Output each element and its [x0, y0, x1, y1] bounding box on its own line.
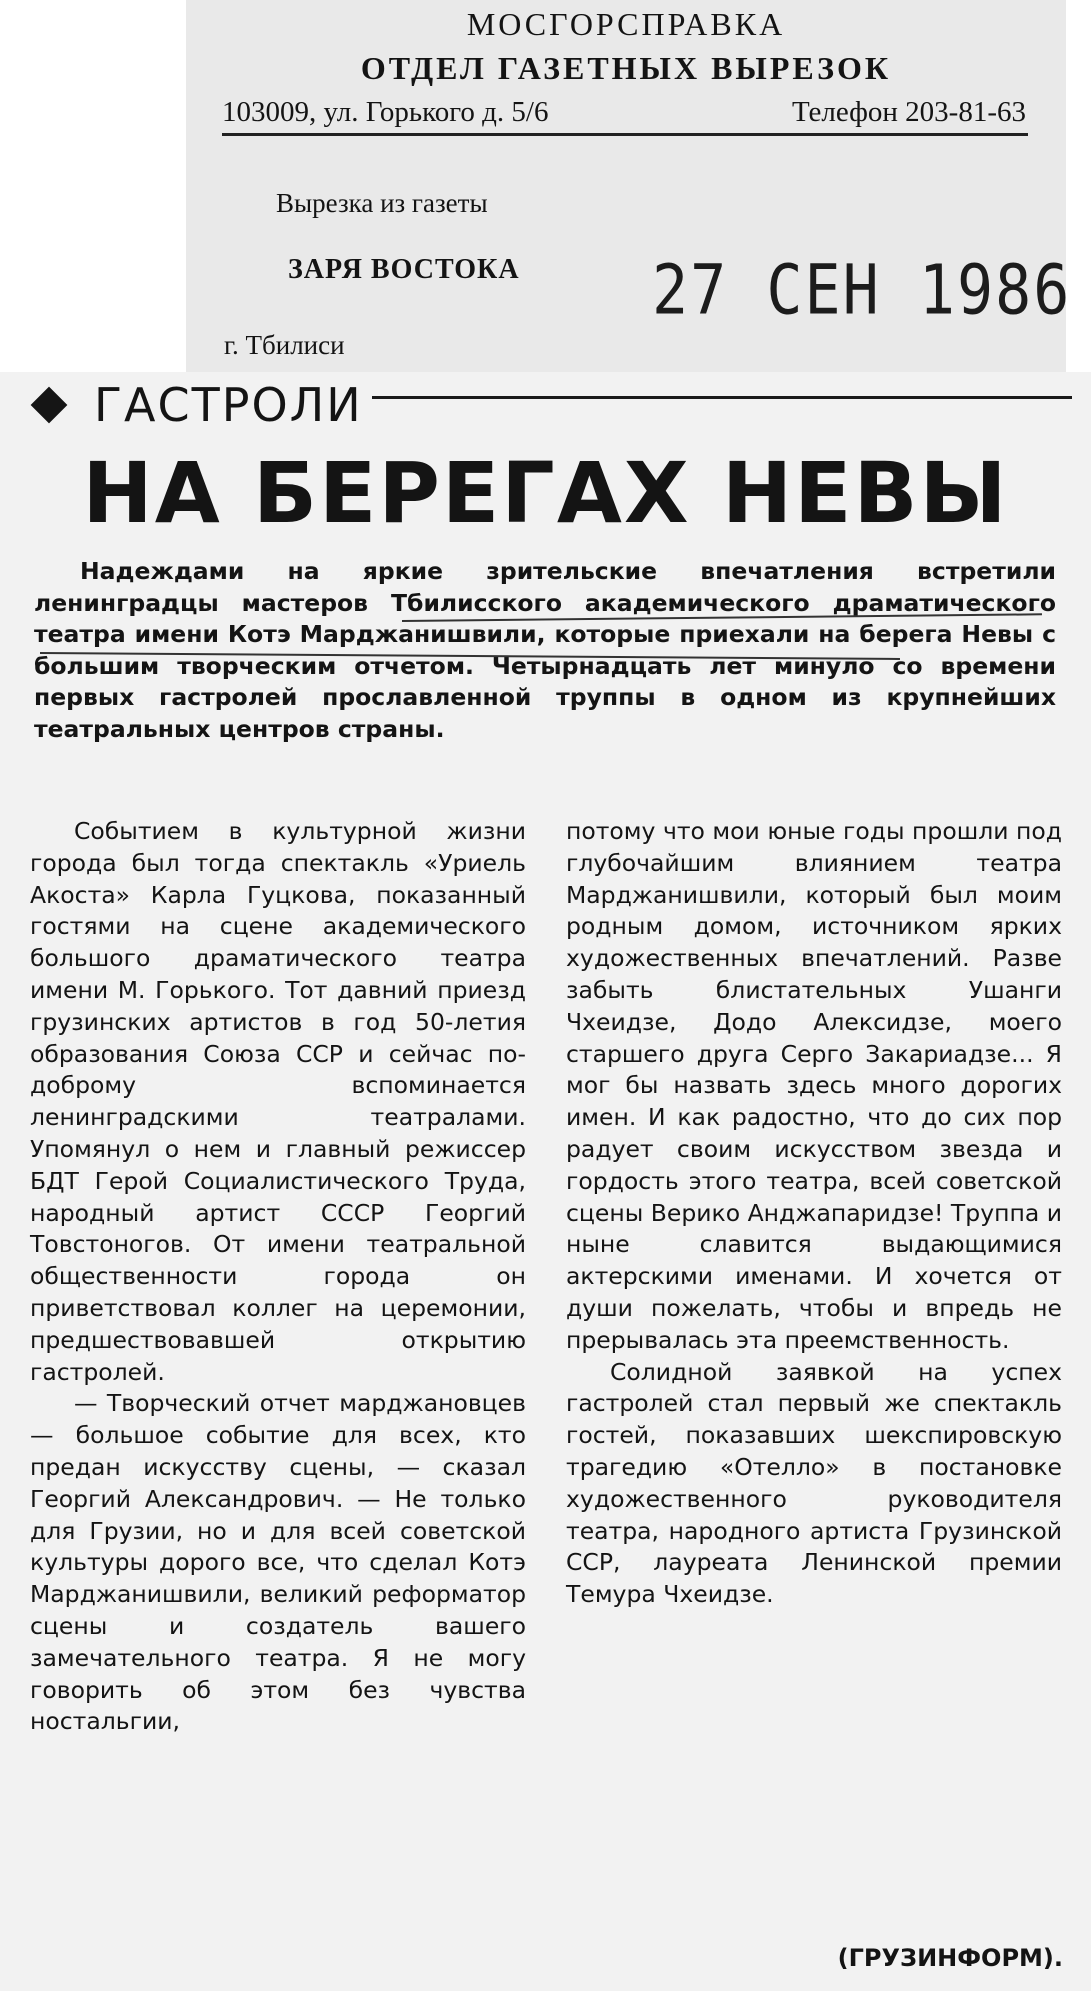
rubric-row	[22, 378, 1052, 434]
article-column-left	[30, 816, 526, 1738]
rubric: ГАСТРОЛИ	[94, 378, 363, 432]
paragraph: — Творческий отчет марджановцев — большое событие для всех, кто предан искусству сцены, — сказал Георгий Александрович. — Не только для Грузии, но и для всей советской культуры дорого все, что сделал Котэ Марджанишвили, великий реформатор сцены и создатель вашего замечательного театра. Я не могу говорить об этом без чувства ностальгии,	[30, 1389, 526, 1736]
diamond-icon	[31, 387, 68, 424]
paragraph: Событием в культурной жизни города был тогда спектакль «Уриель Акоста» Карла Гуцкова, показанный гостями на сцене академического большого драматического театра имени М. Горького. Тот давний приезд грузинских артистов в год 50-летия образования Союза ССР и сейчас по-доброму вспоминается ленинградскими театралами. Упомянул о нем и главный режиссер БДТ Герой Социалистического Труда, народный артист СССР Георгий Товстоногов. От имени театральной общественности города он приветствовал коллег на церемонии, предшествовавшей открытию гастролей.	[30, 817, 526, 1386]
date-stamp: 27 СЕН 1986	[652, 250, 1072, 331]
article-headline: НА БЕРЕГАХ НЕВЫ	[82, 444, 1009, 542]
article-credit: (ГРУЗИНФОРМ).	[837, 1944, 1063, 1972]
stamp-department: ОТДЕЛ ГАЗЕТНЫХ ВЫРЕЗОК	[360, 50, 892, 86]
stamp-phone: Телефон 203-81-63	[791, 96, 1026, 128]
stamp-org: МОСГОРСПРАВКА	[466, 6, 786, 42]
paragraph: Солидной заявкой на успех гастролей стал первый же спектакль гостей, показавших шекспировскую трагедию «Отелло» в постановке художественного руководителя театра, народного артиста Грузинской ССР, лауреата Ленинской премии Темура Чхеидзе.	[566, 1357, 1062, 1609]
paragraph: потому что мои юные годы прошли под глубочайшим влиянием театра Марджанишвили, который был моим родным домом, источником ярких художественных впечатлений. Разве забыть блистательных Ушанги Чхеидзе, Додо Алексидзе, моего старшего друга Серго Закариадзе... Я мог бы назвать здесь много дорогих имен. И как радостно, что до сих пор радует своим искусством звезда и гордость этого театра, всей советской сцены Верико Анджапаридзе! Труппа и ныне славится выдающимися актерскими именами. И хочется от души пожелать, чтобы и впредь не прерывалась эта преемственность.	[566, 817, 1062, 1354]
article-column-right	[566, 816, 1062, 1611]
newspaper-city: г. Тбилиси	[224, 330, 345, 360]
clip-label: Вырезка из газеты	[276, 188, 488, 218]
rubric-rule	[372, 396, 1072, 399]
article-lead: Надеждами на яркие зрительские впечатления встретили ленинградцы мастеров Тбилисского академического драматического театра имени Котэ Марджанишвили, которые приехали на берега Невы с большим творческим отчетом. Четырнадцать лет минуло со времени первых гастролей прославленной труппы в одном из крупнейших театральных центров страны.	[34, 557, 1056, 743]
stamp-address: 103009, ул. Горького д. 5/6	[222, 96, 549, 128]
stamp-address-line	[222, 96, 1028, 136]
newspaper-name: ЗАРЯ ВОСТОКА	[288, 254, 520, 285]
